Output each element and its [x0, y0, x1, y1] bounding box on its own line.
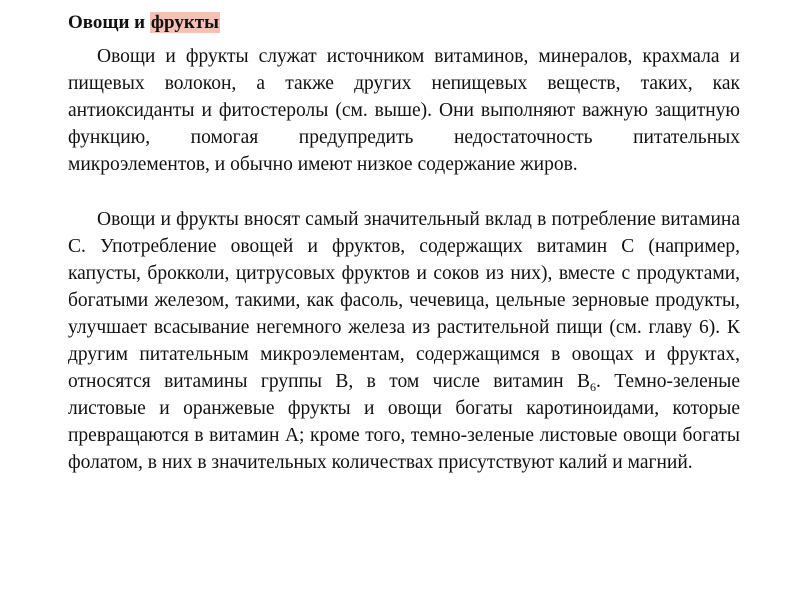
- paragraph-2: [68, 206, 740, 476]
- vitamin-subscript: 6: [589, 380, 596, 394]
- paragraph-1: Овощи и фрукты служат источником витаминов, минералов, крахмала и пищевых волокон, а также других непищевых веществ, таких, как антиоксиданты и фитостеролы (см. выше). Они выполняют важную защитную функцию, помогая предупредить недостаточность питательных микроэлементов, и обычно имеют низкое содержание жиров.: [68, 46, 740, 175]
- paragraph-2-text: Овощи и фрукты вносят самый значительный вклад в потребление витамина С. Употребление овощей и фруктов, содержащих витамин С (например, капусты, брокколи, цитрусовых фруктов и соков из них), вместе с продуктами, богатыми железом, такими, как фасоль, чечевица, цельные зерновые продукты, улучшает всасывание негемного железа из растительной пищи (см. главу 6). К другим питательным микроэлементам, содержащимся в овощах и фруктах, относятся витамины группы В, в том числе витамин В: [68, 209, 740, 392]
- paragraph-2-text-end: . Темно-зеленые листовые и оранжевые фрукты и овощи богаты каротиноидами, которые превращаются в витамин А; кроме того, темно-зеленые листовые овощи богаты фолатом, в них в значительных количествах присутствуют калий и магний.: [68, 371, 740, 473]
- heading-text: Овощи и: [68, 12, 146, 33]
- section-heading: [68, 9, 740, 37]
- document-page: [68, 9, 740, 476]
- heading-highlighted-word: фрукты: [150, 12, 219, 33]
